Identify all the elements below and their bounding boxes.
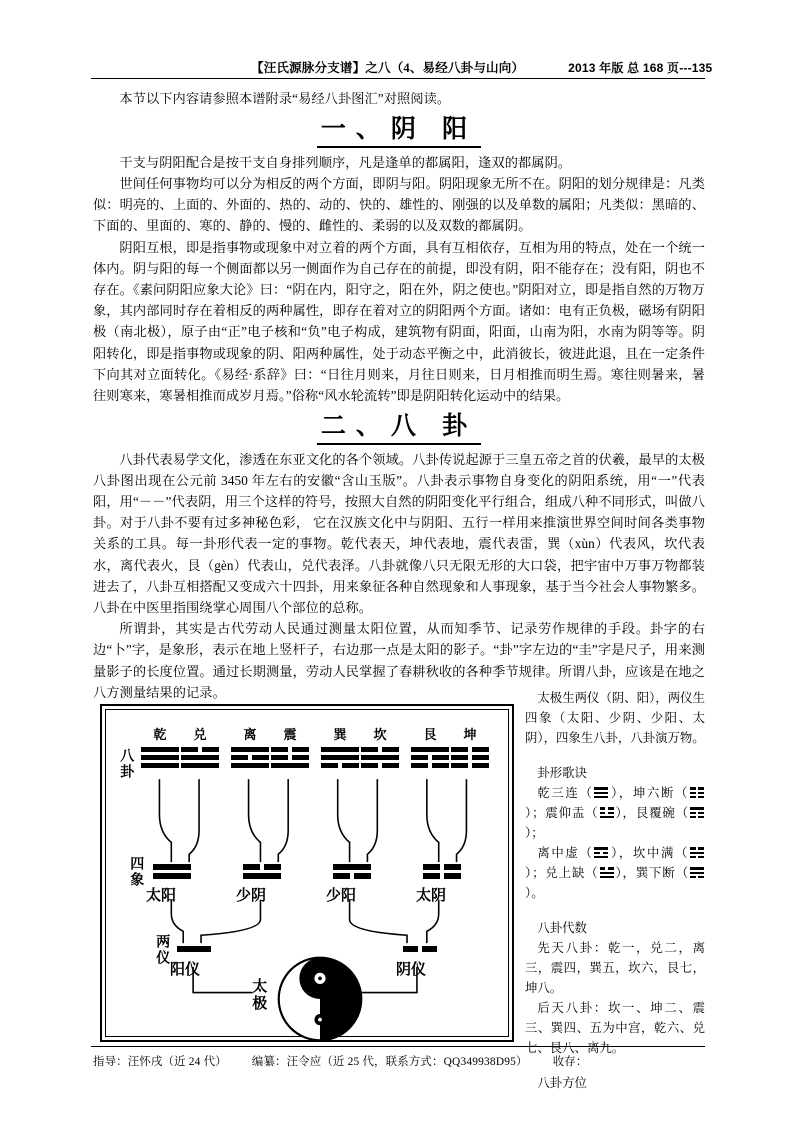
footer-guide: 指导：汪怀戌（近 24 代） [93,1056,227,1068]
mini-trigram-kun-icon [690,787,704,798]
verse1-seg-d: ），艮覆碗（ [614,806,689,820]
sixiang-name-shaoyang: 少阳 [326,888,357,904]
trigram-glyph-kun [451,747,489,772]
trigram-name-xun: 巽 [333,727,347,742]
verse2-seg-e: ）。 [525,886,544,900]
note-heading-daishu: 八卦代数 [537,921,587,935]
footer-keeper: 收存： [552,1056,588,1068]
bagua-paragraph-2: 所谓卦，其实是古代劳动人民通过测量太阳位置，从而知季节、记录劳作规律的手段。卦字的右边“卜”字，是象形，表示在地上竖杆子，右边那一点是太阳的影子。“卦”字左边的“圭”字是尺子，用来测量影子的长度位置。通过长期测量，劳动人民掌握了春耕秋收的各种季节规律。所谓八卦，应该是在地之八方测量结果的记录。 [93,621,705,700]
sixiang-glyph-taiyang [153,864,191,883]
liangyi-name-yin: 阴仪 [396,962,427,978]
document-body [93,88,705,703]
note-heading-fangwei: 八卦方位 [537,1076,587,1090]
note-xiantian-bagua: 先天八卦：乾一，兑二，离三，震四，巽五，坎六，艮七，坤八。 [525,941,705,995]
yinyang-paragraph-2: 世间任何事物均可以分为相反的两个方面，即阴与阳。阴阳现象无所不在。阴阳的划分规律是：凡类似：明亮的、上面的、外面的、热的、动的、快的、雄性的、刚强的以及单数的属阳；凡类似：黑暗的、下面的、里面的、寒的、静的、慢的、雌性的、柔弱的以及双数的都属阴。 [93,175,705,234]
sixiang-glyph-taiyin [423,864,461,883]
page-header [93,58,713,76]
bagua-generation-diagram [100,704,514,1042]
right-side-notes [525,688,705,1093]
verse2-seg-a: 离中虚（ [537,846,594,860]
footer-divider [91,1046,705,1047]
trigram-name-dui: 兑 [193,727,207,742]
header-divider [91,78,705,79]
note-verse-line-1 [525,783,705,843]
mini-trigram-li-icon [594,847,608,858]
diagram-label-bagua: 八卦 [118,748,134,780]
note-verse-line-2 [525,843,705,903]
trigram-glyph-gen [411,747,449,772]
footer-editor: 编纂：汪令应（近 25 代，联系方式：QQ349938D95） [251,1056,528,1068]
page-footer [93,1053,705,1069]
sixiang-name-taiyin: 太阴 [416,888,447,904]
mini-trigram-xun-icon [690,867,704,878]
section-heading-yinyang-text: 一、阴 阳 [317,115,481,148]
diagram-content [102,706,512,1040]
mini-trigram-kan-icon [690,847,704,858]
sixiang-glyph-shaoyang [333,864,371,883]
sixiang-name-shaoyin: 少阴 [236,888,267,904]
section-heading-bagua-text: 二、八 卦 [317,412,481,445]
verse2-seg-d: ），巽下断（ [614,866,689,880]
taiji-yinyang-symbol [277,956,363,1042]
liangyi-name-yang: 阳仪 [170,962,201,978]
trigram-name-qian: 乾 [153,727,167,742]
trigram-name-kun: 坤 [463,727,477,742]
trigram-name-li: 离 [243,727,257,742]
mini-trigram-qian-icon [594,787,608,798]
note-taiji-generation: 太极生两仪（阴、阳），两仪生四象（太阳、少阴、少阳、太阴），四象生八卦，八卦演万物。 [525,691,705,745]
trigram-glyph-qian [141,747,179,772]
verse1-seg-a: 乾三连（ [537,786,594,800]
diagram-label-taiji: 太极 [250,978,267,1012]
note-heading-guaxing: 卦形歌诀 [537,766,587,780]
trigram-glyph-dui [181,747,219,772]
yinyang-paragraph-3: 阴阳互根，即是指事物或现象中对立着的两个方面，具有互相依存，互相为用的特点，处在一个统一体内。阴与阳的每一个侧面都以另一侧面作为自己存在的前提，即没有阴，阳不能存在；没有阳，阴也不存在。《素问阴阳应象大论》曰：“阴在内，阳守之，阳在外，阴之使也。”阴阳对立，即是指自然的万物万象，其内部同时存在着相反的两种属性，即存在着对立的阴阳两个方面。诸如：电有正负极，磁场有阴阳极（南北极），原子由“正”电子核和“负”电子构成，建筑物有阴面，阳面，山南为阳，水南为阴等等。阴阳转化，即是指事物或现象的阴、阳两种属性，处于动态平衡之中，此消彼长，彼进此退，且在一定条件下向其对立面转化。《易经·系辞》曰：“日往月则来，月往日则来，日月相推而明生焉。寒往则暑来，暑往则寒来，寒暑相推而成岁月焉。”俗称“风水轮流转”即是阴阳转化运动中的结果。 [93,239,705,403]
diagram-label-liangyi: 两仪 [154,934,170,966]
trigram-name-zhen: 震 [283,727,297,742]
section-heading-bagua [93,412,705,445]
liangyi-glyph-yang [177,946,211,952]
trigram-name-kan: 坎 [373,727,387,742]
header-edition: 2013 年版 总 168 页---135 [568,61,713,75]
verse1-seg-b: ），坤六断（ [609,786,689,800]
trigram-glyph-zhen [271,747,309,772]
intro-paragraph: 本节以下内容请参照本谱附录“易经八卦图汇”对照阅读。 [119,91,451,106]
trigram-glyph-kan [361,747,399,772]
liangyi-glyph-yin [403,946,437,952]
header-title: 【汪氏源脉分支谱】之八（4、易经八卦与山向） [251,61,525,75]
sixiang-glyph-shaoyin [243,864,281,883]
trigram-glyph-xun [321,747,359,772]
sixiang-name-taiyang: 太阳 [146,888,177,904]
mini-trigram-gen-icon [690,807,704,818]
bagua-paragraph-1: 八卦代表易学文化，渗透在东亚文化的各个领域。八卦传说起源于三皇五帝之首的伏羲，最早的太极八卦图出现在公元前 3450 年左右的安徽“含山玉版”。八卦表示事物自身变化的阴阳系统，用“一”代表阳，用“－－”代表阴，用三个这样的符号，按照大自然的阴阳变化平行组合，组成八种不同形式，叫做八卦。对于八卦不要有过多神秘色彩， 它在汉族文化中与阴阳、五行一样用来推演世界空间时间各类事物关系的工具。每一卦形代表一定的事物。乾代表天，坤代表地，震代表雷，巽（xùn）代表风，坎代表水，离代表火，艮（gèn）代表山，兑代表泽。八卦就像八只无限无形的大口袋，把宇宙中万事万物都装进去了，八卦互相搭配又变成六十四卦，用来象征各种自然现象和人事现象，基于当今社会人事物繁多。八卦在中医里指围绕掌心周围八个部位的总称。 [93,451,705,616]
mini-trigram-zhen-icon [600,807,614,818]
mini-trigram-dui-icon [600,867,614,878]
verse1-seg-e: ）； [525,826,544,840]
trigram-name-gen: 艮 [423,727,437,742]
verse2-seg-b: ），坎中满（ [609,846,689,860]
verse2-seg-c: ）；兑上缺（ [525,866,599,880]
yinyang-paragraph-1: 干支与阴阳配合是按干支自身排列顺序，凡是逢单的都属阳，逢双的都属阴。 [119,154,572,170]
section-heading-yinyang [93,115,705,148]
trigram-glyph-li [231,747,269,772]
note-houtian-bagua: 后天八卦：坎一、坤二、震三、巽四、五为中宫，乾六、兑七、艮八、离九。 [525,1001,705,1055]
verse1-seg-c: ）；震仰盂（ [525,806,599,820]
diagram-label-sixiang: 四象 [128,856,144,888]
